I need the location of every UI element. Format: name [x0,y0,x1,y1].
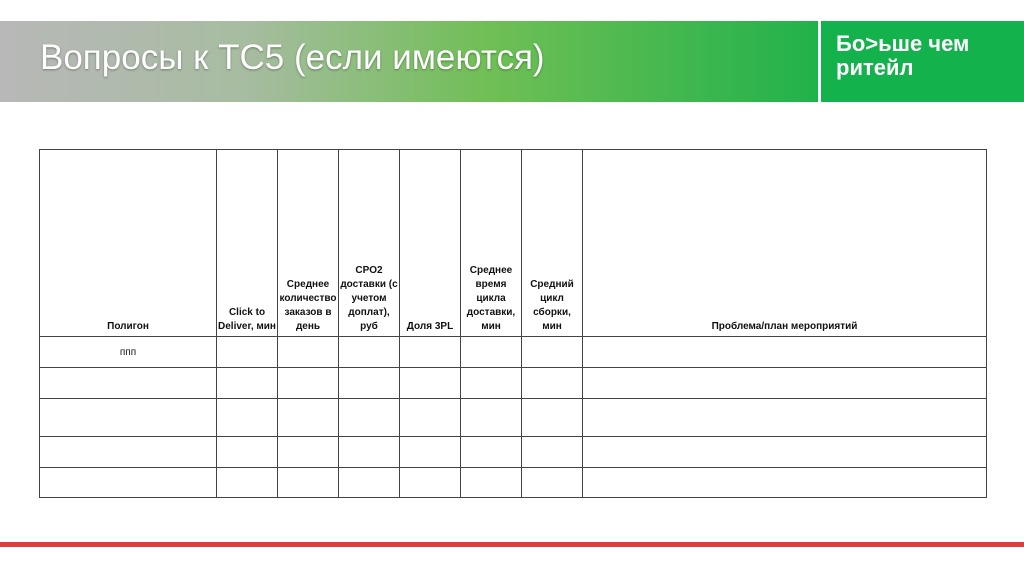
table-row [40,468,987,498]
table-cell [339,337,400,368]
table-cell [40,468,217,498]
logo-line-2: ритейл [836,55,914,80]
table-cell [461,368,522,399]
table-cell [522,337,583,368]
table-cell [400,468,461,498]
table-cell [278,368,339,399]
column-header: Средний цикл сборки, мин [522,150,583,337]
table-cell [278,468,339,498]
table-cell [40,399,217,437]
table-cell [522,368,583,399]
table-cell [217,437,278,468]
table-cell [461,437,522,468]
table-cell [522,468,583,498]
table-cell [217,468,278,498]
bottom-accent-line [0,542,1024,547]
logo-line-1: Бо>ьше чем [836,31,970,56]
table-cell [339,368,400,399]
column-header: Проблема/план мероприятий [583,150,987,337]
table-cell [583,337,987,368]
table-row [40,437,987,468]
table-cell [278,437,339,468]
table-cell [461,399,522,437]
table-row [40,337,987,368]
table-cell [339,437,400,468]
table-cell [583,368,987,399]
table-cell [400,399,461,437]
column-header: Среднее время цикла доставки, мин [461,150,522,337]
table-cell [583,468,987,498]
table-cell [278,399,339,437]
column-header: Доля 3PL [400,150,461,337]
brand-logo [836,32,969,80]
table-cell [522,399,583,437]
table-row [40,368,987,399]
column-header: Click to Deliver, мин [217,150,278,337]
table-cell [522,437,583,468]
table-cell [583,437,987,468]
table-cell [339,468,400,498]
questions-table [39,149,987,498]
table-row [40,399,987,437]
table-cell [583,399,987,437]
table-cell [461,337,522,368]
table-cell [400,437,461,468]
table-cell [217,368,278,399]
logo-separator [818,21,821,102]
table-cell [339,399,400,437]
table-cell [217,337,278,368]
table-header-row [40,150,987,337]
column-header: Полигон [40,150,217,337]
column-header: Среднее количество заказов в день [278,150,339,337]
table-cell: ппп [40,337,217,368]
slide-title: Вопросы к ТС5 (если имеются) [40,38,545,77]
table-cell [40,437,217,468]
table-cell [40,368,217,399]
table-cell [217,399,278,437]
table-cell [278,337,339,368]
table-cell [461,468,522,498]
table-cell [400,368,461,399]
table-cell [400,337,461,368]
column-header: CPO2 доставки (с учетом доплат), руб [339,150,400,337]
